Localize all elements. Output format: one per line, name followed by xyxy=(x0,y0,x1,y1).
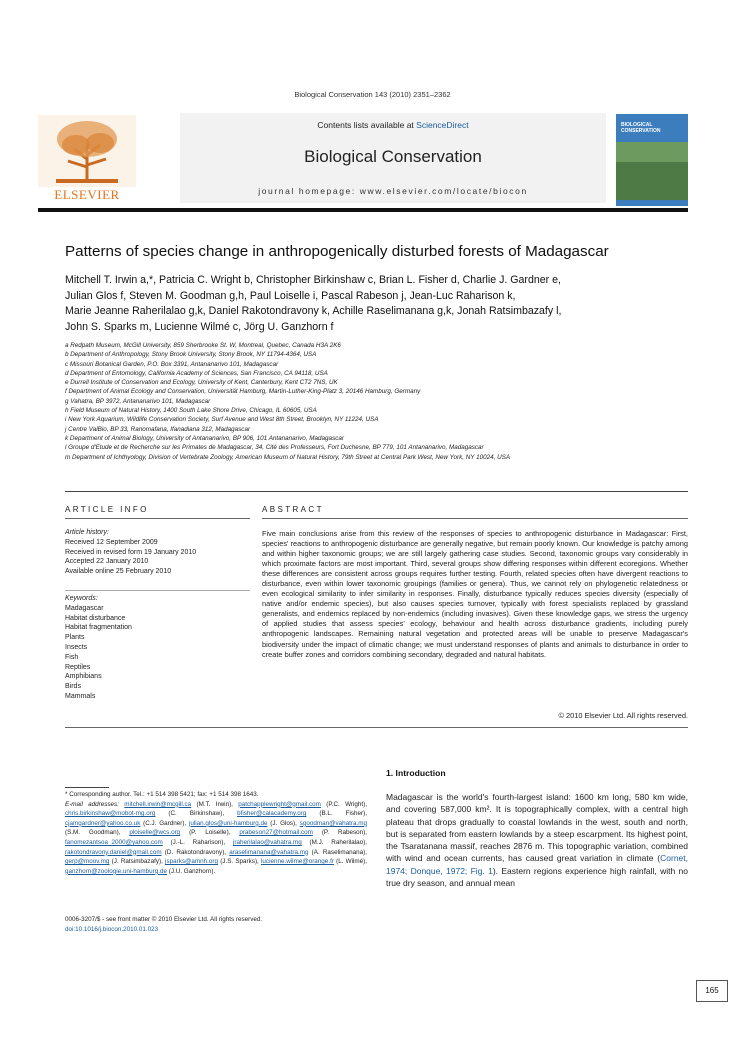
abstract-label: ABSTRACT xyxy=(262,505,324,514)
email-link[interactable]: ganzhorn@zoologie.uni-hamburg.de xyxy=(65,867,167,875)
affiliation: a Redpath Museum, McGill University, 859 Sherbrooke St. W, Montreal, Quebec, Canada H3A 2K6 xyxy=(65,342,341,349)
affiliation: m Department of Ichthyology, Division of Vertebrate Zoology, American Museum of Natural History, 79th Street at Central Park West, New York, NY 10024, USA xyxy=(65,453,511,461)
email-owner: (P. Rabeson), xyxy=(312,829,367,837)
abstract-rule xyxy=(262,518,688,519)
email-owner: (J.-L. Raharison), xyxy=(162,838,234,846)
email-owner: (M.J. Raherilalao), xyxy=(301,838,367,846)
cover-title-line-1: BIOLOGICAL xyxy=(621,122,653,128)
keywords xyxy=(65,594,250,702)
intro-text-part: Madagascar is the world's fourth-largest island: 1600 km long, 580 km wide, and covering 587,000 km². It is topographically complex, with a central high plateau that drops gradually to coastal lowlands in the west, south and north, but is separated from eastern lowlands by a steep escarpment. Its highest point, the Tsaratanana massif, reaches 2876 m. This topographic variation, combined with wind and ocean currents, has caused great variation in climate ( xyxy=(386,792,688,864)
keyword: Habitat disturbance xyxy=(65,614,126,622)
page-number: 165 xyxy=(696,980,728,1002)
email-owner: (C. Birkinshaw), xyxy=(155,810,238,818)
article-info-rule xyxy=(65,518,250,519)
article-title: Patterns of species change in anthropogenically disturbed forests of Madagascar xyxy=(65,243,609,260)
email-link[interactable]: bfisher@calacademy.org xyxy=(237,810,307,818)
corresponding-footnote xyxy=(65,790,367,876)
affiliation: g Vahatra, BP 3972, Antananarivo 101, Madagascar xyxy=(65,397,211,405)
keywords-rule xyxy=(65,590,250,591)
author-list xyxy=(65,273,705,335)
email-owner: (C.J. Gardner), xyxy=(140,819,189,827)
introduction-heading: 1. Introduction xyxy=(386,768,446,778)
footnote-rule xyxy=(65,787,109,788)
section-divider xyxy=(65,491,688,492)
affiliation: e Durrell Institute of Conservation and Ecology, University of Kent, Canterbury, Kent CT2 7NS, UK xyxy=(65,379,338,387)
affiliation: j Centre ValBio, BP 33, Ranomafana, Ifanadiana 312, Madagascar xyxy=(65,425,251,433)
intro-text-part: ). Eastern regions experience high rainfall, with no true dry season, and annual mean xyxy=(386,865,688,889)
contents-prefix: Contents lists available at xyxy=(317,120,417,130)
cover-title-line-2: CONSERVATION xyxy=(621,128,661,134)
history-item: Accepted 22 January 2010 xyxy=(65,558,149,566)
affiliation: f Department of Animal Ecology and Conservation, Universität Hamburg, Martin-Luther-King-Platz 3, 20146 Hamburg, Germany xyxy=(65,388,421,396)
contents-line xyxy=(180,120,606,130)
journal-cover xyxy=(616,114,688,206)
affiliation: h Field Museum of Natural History, 1400 South Lake Shore Drive, Chicago, IL 60605, USA xyxy=(65,407,317,415)
email-owner: (M.T. Irwin), xyxy=(191,800,239,808)
keyword: Amphibians xyxy=(65,673,102,681)
journal-title: Biological Conservation xyxy=(304,147,482,166)
section-divider xyxy=(65,727,688,728)
email-link[interactable]: chris.birkinshaw@mobot-mg.org xyxy=(65,810,156,818)
keyword: Fish xyxy=(65,653,79,661)
history-header: Article history: xyxy=(65,529,109,536)
email-link[interactable]: jraherilalao@vahatra.mg xyxy=(233,838,302,846)
email-list xyxy=(65,800,367,877)
keyword: Plants xyxy=(65,634,85,642)
history-item: Received in revised form 19 January 2010 xyxy=(65,548,197,556)
author-line: Marie Jeanne Raherilalao g,k, Daniel Rakotondravony k, Achille Raselimanana g,k, Jonah Ratsimbazafy l, xyxy=(65,305,562,317)
author-line: John S. Sparks m, Lucienne Wilmé c, Jörg U. Ganzhorn f xyxy=(65,320,334,333)
affiliation: d Department of Entomology, California Academy of Sciences, San Francisco, CA 94118, USA xyxy=(65,369,328,377)
email-owner: (L. Wilmé), xyxy=(333,858,368,866)
cover-band-dark xyxy=(616,162,688,200)
email-owner: (S.M. Goodman), xyxy=(65,829,130,837)
email-owner: (B.L. Fisher), xyxy=(306,810,367,818)
keyword: Mammals xyxy=(65,692,96,700)
affiliations xyxy=(65,341,715,462)
citation-link[interactable]: Cornet, 1974; Donque, 1972; Fig. 1 xyxy=(386,853,688,876)
running-head: Biological Conservation 143 (2010) 2351–2362 xyxy=(294,90,451,99)
email-owner: (A. Raselimanana), xyxy=(308,848,367,856)
article-history xyxy=(65,528,250,577)
article-info-label: ARTICLE INFO xyxy=(65,505,149,514)
header-rule xyxy=(38,208,688,212)
affiliation: b Department of Anthropology, Stony Brook University, Stony Brook, NY 11794-4364, USA xyxy=(65,351,317,359)
publisher-name: ELSEVIER xyxy=(54,187,120,202)
email-link[interactable]: patchapplewright@gmail.com xyxy=(238,800,321,808)
sciencedirect-link[interactable]: ScienceDirect xyxy=(416,120,469,130)
email-link[interactable]: julian.glos@uni-hamburg.de xyxy=(188,819,268,827)
abstract-text: Five main conclusions arise from this review of the responses of species to anthropogenic disturbance in Madagascar: First, species' reactions to anthropogenic disturbance are generally negative, but remain poorly known. Our knowledge is patchy among and within higher taxonomic groups; we are still largely gathering case studies. Second, taxonomic groups vary considerably in which proximate factors are most important. Third, several groups show differing responses within different ecoregions. Whether these differences are consistent across groups requires further testing. Fourth, related species often have divergent reactions to disturbance, even within lower taxonomic groupings (families or genera). Thus, we cannot rely on phylogenetic relatedness or even ecological similarity to infer similarity in responses. Finally, disturbance typically reduces species diversity (especially of native and/or endemic species), but also causes species turnover, typically with forest specialists replaced by grassland generalists, and endemics replaced by non-endemics (including invasives). Given these knowledge gaps, we stress the urgency of applied studies that assess species' ecology, behaviour and health across disturbance gradients, including purely anthropogenic landscapes. Remaining natural vegetation and protected areas will be unable to preserve Madagascar's biodiversity under the impact of climatic change; we must understand responses of plants and animals to disturbance in order to create buffer zones and corridors combining secondary, degraded and natural habitats. xyxy=(262,529,688,659)
corresponding-author: * Corresponding author. Tel.: +1 514 398 5421; fax: +1 514 398 1643. xyxy=(65,791,259,798)
keyword: Reptiles xyxy=(65,663,91,671)
email-owner: (J.S. Sparks), xyxy=(218,858,262,866)
journal-homepage[interactable]: journal homepage: www.elsevier.com/locate/biocon xyxy=(258,186,528,196)
affiliation: l Groupe d'Etude et de Recherche sur les Primates de Madagascar, 34, Cité des Professeurs, Fort Duchesne, BP 779, 101 Antananarivo, Madagascar xyxy=(65,444,484,452)
author-line: Julian Glos f, Steven M. Goodman g,h, Paul Loiselle i, Pascal Rabeson j, Jean-Luc Raharison k, xyxy=(65,289,516,302)
email-owner: (D. Rakotondravony), xyxy=(161,848,230,856)
copyright: © 2010 Elsevier Ltd. All rights reserved. xyxy=(558,711,688,720)
keywords-header: Keywords: xyxy=(65,595,98,602)
email-link[interactable]: ploiselle@wcs.org xyxy=(129,829,181,837)
email-link[interactable]: mitchell.irwin@mcgill.ca xyxy=(124,800,192,808)
email-owner: (P.C. Wright), xyxy=(320,800,367,808)
email-link[interactable]: lucienne.wilme@orange.fr xyxy=(261,858,334,866)
email-owner: (J.U. Ganzhorn). xyxy=(166,867,216,875)
email-link[interactable]: gerp@moov.mg xyxy=(65,858,110,866)
email-link[interactable]: prabeson27@hotmail.com xyxy=(239,829,313,837)
doi-link[interactable]: doi:10.1016/j.biocon.2010.01.023 xyxy=(65,925,159,933)
email-link[interactable]: rakotondravony.daniel@gmail.com xyxy=(65,848,162,856)
email-link[interactable]: araselimanana@vahatra.mg xyxy=(229,848,309,856)
keyword: Madagascar xyxy=(65,604,104,612)
cover-title xyxy=(621,122,660,134)
history-item: Available online 25 February 2010 xyxy=(65,568,172,576)
email-label: E-mail addresses: xyxy=(65,800,119,808)
keyword: Insects xyxy=(65,643,88,651)
introduction-text xyxy=(386,791,688,889)
email-link[interactable]: cjamgardner@yahoo.co.uk xyxy=(65,819,141,827)
email-link[interactable]: jsparks@amnh.org xyxy=(165,858,218,866)
front-matter-line: 0006-3207/$ - see front matter © 2010 Elsevier Ltd. All rights reserved. xyxy=(65,916,263,923)
affiliation: k Department of Animal Biology, University of Antananarivo, BP 906, 101 Antananarivo, Madagascar xyxy=(65,434,344,442)
affiliation: c Missouri Botanical Garden, P.O. Box 3391, Antananarivo 101, Madagascar xyxy=(65,360,279,368)
keyword: Birds xyxy=(65,683,81,691)
author-line: Mitchell T. Irwin a,*, Patricia C. Wright b, Christopher Birkinshaw c, Brian L. Fisher d, Charlie J. Gardner e, xyxy=(65,274,561,286)
email-owner: (J. Glos), xyxy=(267,819,300,827)
front-matter xyxy=(65,915,367,934)
history-item: Received 12 September 2009 xyxy=(65,538,158,546)
email-link[interactable]: fanomezantsoa_2000@yahoo.com xyxy=(65,838,163,846)
keyword: Habitat fragmentation xyxy=(65,624,132,632)
email-owner: (P. Loiselle), xyxy=(180,829,240,837)
email-owner: (J. Ratsimbazafy), xyxy=(109,858,166,866)
email-link[interactable]: sgoodman@vahatra.mg xyxy=(299,819,367,827)
affiliation: i New York Aquarium, Wildlife Conservation Society, Surf Avenue and West 8th Street, Brooklyn, NY 11224, USA xyxy=(65,416,379,424)
